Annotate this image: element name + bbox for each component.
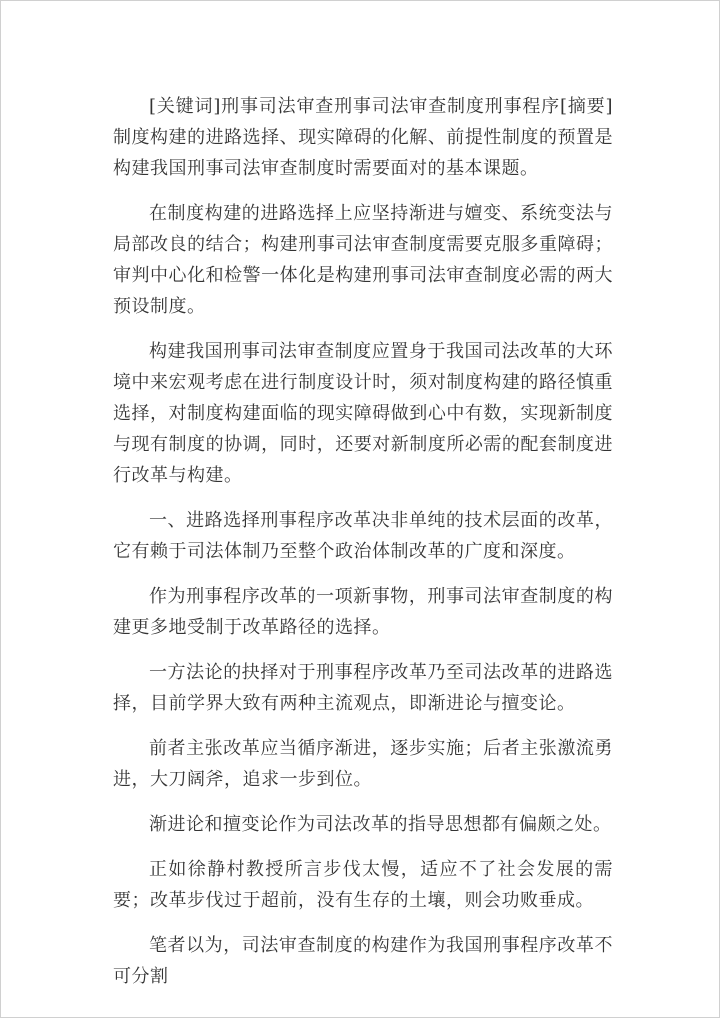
- paragraph: 构建我国刑事司法审查制度应置身于我国司法改革的大环境中来宏观考虑在进行制度设计时，须对制度构建的路径慎重选择，对制度构建面临的现实障碍做到心中有数，实现新制度与现有制度的协调，同时，还要对新制度所必需的配套制度进行改革与构建。: [113, 341, 613, 486]
- paragraph: 作为刑事程序改革的一项新事物，刑事司法审查制度的构建更多地受制于改革路径的选择。: [113, 586, 613, 638]
- paragraph: 前者主张改革应当循序渐进，逐步实施；后者主张激流勇进，大刀阔斧，追求一步到位。: [113, 738, 613, 790]
- paragraph-keywords-abstract: [关键词]刑事司法审查刑事司法审查制度刑事程序[摘要]制度构建的进路选择、现实障碍的化解、前提性制度的预置是构建我国刑事司法审查制度时需要面对的基本课题。: [113, 96, 613, 179]
- document-body: [113, 91, 613, 1006]
- paragraph: 笔者以为，司法审查制度的构建作为我国刑事程序改革不可分割: [113, 935, 613, 987]
- paragraph-section-heading: 一、进路选择刑事程序改革决非单纯的技术层面的改革，它有赖于司法体制乃至整个政治体制改革的广度和深度。: [113, 510, 613, 562]
- paragraph: 一方法论的抉择对于刑事程序改革乃至司法改革的进路选择，目前学界大致有两种主流观点，即渐进论与擅变论。: [113, 662, 613, 714]
- paragraph: 在制度构建的进路选择上应坚持渐进与嬗变、系统变法与局部改良的结合；构建刑事司法审查制度需要克服多重障碍；审判中心化和检警一体化是构建刑事司法审查制度必需的两大预设制度。: [113, 203, 613, 317]
- paragraph: 渐进论和擅变论作为司法改革的指导思想都有偏颇之处。: [149, 814, 612, 835]
- paragraph: 正如徐静村教授所言步伐太慢，适应不了社会发展的需要；改革步伐过于超前，没有生存的土壤，则会功败垂成。: [113, 859, 613, 911]
